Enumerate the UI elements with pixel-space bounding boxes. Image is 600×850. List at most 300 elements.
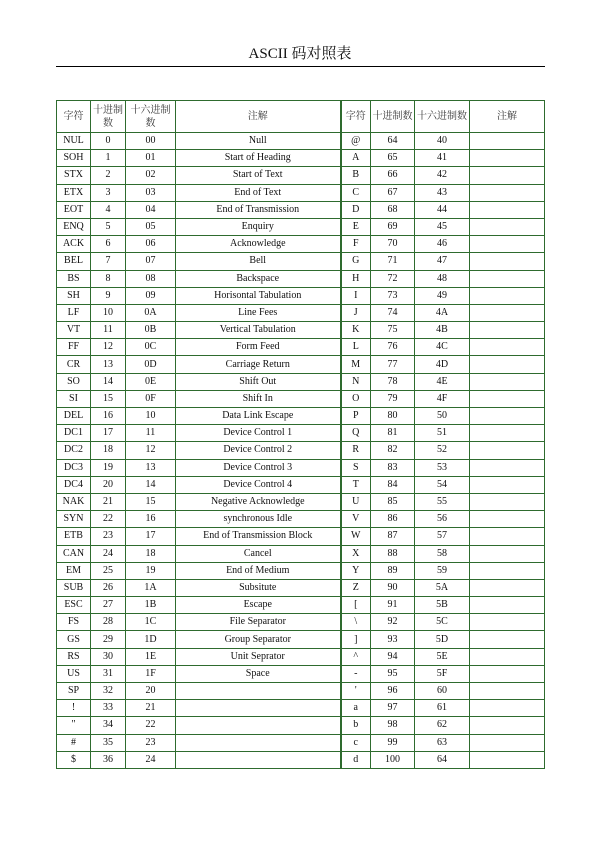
- cell-hex-2: 4B: [415, 322, 470, 339]
- cell-decimal: 22: [91, 511, 126, 528]
- cell-note: Group Separator: [176, 631, 341, 648]
- cell-char-2: S: [341, 459, 371, 476]
- table-row: [57, 442, 545, 459]
- cell-char: ENQ: [57, 218, 91, 235]
- cell-hex-2: 41: [415, 150, 470, 167]
- cell-char-2: F: [341, 236, 371, 253]
- cell-hex: 0A: [126, 304, 176, 321]
- title-divider: [56, 66, 545, 67]
- table-row: [57, 631, 545, 648]
- cell-hex: 0D: [126, 356, 176, 373]
- cell-hex-2: 57: [415, 528, 470, 545]
- cell-note: End of Transmission Block: [176, 528, 341, 545]
- table-row: [57, 322, 545, 339]
- cell-char-2: [: [341, 597, 371, 614]
- cell-decimal-2: 72: [371, 270, 415, 287]
- cell-hex: 12: [126, 442, 176, 459]
- cell-decimal-2: 78: [371, 373, 415, 390]
- cell-note-2: [470, 408, 545, 425]
- cell-decimal: 13: [91, 356, 126, 373]
- cell-decimal: 7: [91, 253, 126, 270]
- header-decimal-2: 十进制数: [371, 101, 415, 133]
- cell-note-2: [470, 304, 545, 321]
- cell-hex: 09: [126, 287, 176, 304]
- cell-char-2: a: [341, 700, 371, 717]
- cell-char: ": [57, 717, 91, 734]
- cell-hex-2: 5E: [415, 648, 470, 665]
- cell-note: Subsitute: [176, 579, 341, 596]
- cell-decimal-2: 93: [371, 631, 415, 648]
- cell-hex: 04: [126, 201, 176, 218]
- cell-char: DC3: [57, 459, 91, 476]
- cell-note: Enquiry: [176, 218, 341, 235]
- cell-hex: 07: [126, 253, 176, 270]
- cell-decimal: 5: [91, 218, 126, 235]
- cell-note-2: [470, 665, 545, 682]
- cell-note-2: [470, 734, 545, 751]
- cell-char-2: ^: [341, 648, 371, 665]
- cell-decimal: 21: [91, 493, 126, 510]
- cell-note-2: [470, 597, 545, 614]
- table-row: [57, 184, 545, 201]
- cell-note: End of Medium: [176, 562, 341, 579]
- cell-char-2: H: [341, 270, 371, 287]
- cell-decimal: 17: [91, 425, 126, 442]
- cell-hex: 19: [126, 562, 176, 579]
- table-row: [57, 304, 545, 321]
- cell-note-2: [470, 751, 545, 768]
- cell-hex-2: 63: [415, 734, 470, 751]
- cell-hex: 00: [126, 133, 176, 150]
- table-row: [57, 133, 545, 150]
- cell-note: Horisontal Tabulation: [176, 287, 341, 304]
- cell-hex: 1E: [126, 648, 176, 665]
- cell-char-2: C: [341, 184, 371, 201]
- cell-hex-2: 43: [415, 184, 470, 201]
- cell-char-2: d: [341, 751, 371, 768]
- cell-note-2: [470, 683, 545, 700]
- cell-decimal: 8: [91, 270, 126, 287]
- cell-hex: 03: [126, 184, 176, 201]
- table-row: [57, 408, 545, 425]
- cell-decimal-2: 87: [371, 528, 415, 545]
- table-row: [57, 614, 545, 631]
- table-row: [57, 425, 545, 442]
- cell-decimal: 27: [91, 597, 126, 614]
- cell-char-2: K: [341, 322, 371, 339]
- cell-decimal: 30: [91, 648, 126, 665]
- table-row: [57, 511, 545, 528]
- cell-hex-2: 46: [415, 236, 470, 253]
- cell-decimal-2: 67: [371, 184, 415, 201]
- cell-decimal-2: 66: [371, 167, 415, 184]
- cell-hex: 01: [126, 150, 176, 167]
- cell-hex-2: 52: [415, 442, 470, 459]
- cell-note-2: [470, 184, 545, 201]
- cell-note-2: [470, 150, 545, 167]
- table-row: [57, 493, 545, 510]
- cell-note: Cancel: [176, 545, 341, 562]
- table-row: [57, 356, 545, 373]
- cell-hex: 16: [126, 511, 176, 528]
- cell-char: EOT: [57, 201, 91, 218]
- cell-hex: 02: [126, 167, 176, 184]
- cell-decimal-2: 82: [371, 442, 415, 459]
- cell-hex: 1B: [126, 597, 176, 614]
- cell-char: LF: [57, 304, 91, 321]
- cell-decimal: 9: [91, 287, 126, 304]
- cell-hex: 1D: [126, 631, 176, 648]
- cell-char: STX: [57, 167, 91, 184]
- cell-hex-2: 49: [415, 287, 470, 304]
- cell-note-2: [470, 476, 545, 493]
- cell-hex: 14: [126, 476, 176, 493]
- cell-char-2: Z: [341, 579, 371, 596]
- cell-note-2: [470, 545, 545, 562]
- table-row: [57, 459, 545, 476]
- cell-hex: 17: [126, 528, 176, 545]
- cell-char: ACK: [57, 236, 91, 253]
- cell-note-2: [470, 270, 545, 287]
- cell-note-2: [470, 390, 545, 407]
- cell-hex: 0B: [126, 322, 176, 339]
- cell-hex-2: 4D: [415, 356, 470, 373]
- cell-hex: 08: [126, 270, 176, 287]
- cell-char: SI: [57, 390, 91, 407]
- cell-note-2: [470, 493, 545, 510]
- cell-char: NUL: [57, 133, 91, 150]
- cell-char: SP: [57, 683, 91, 700]
- cell-decimal-2: 71: [371, 253, 415, 270]
- header-note-2: 注解: [470, 101, 545, 133]
- cell-char: SUB: [57, 579, 91, 596]
- cell-decimal: 31: [91, 665, 126, 682]
- cell-decimal-2: 77: [371, 356, 415, 373]
- cell-hex-2: 54: [415, 476, 470, 493]
- table-body: [57, 133, 545, 769]
- cell-decimal-2: 96: [371, 683, 415, 700]
- cell-char: DC1: [57, 425, 91, 442]
- cell-decimal-2: 84: [371, 476, 415, 493]
- cell-decimal-2: 86: [371, 511, 415, 528]
- cell-hex-2: 48: [415, 270, 470, 287]
- cell-hex-2: 53: [415, 459, 470, 476]
- cell-char: FF: [57, 339, 91, 356]
- cell-hex-2: 44: [415, 201, 470, 218]
- cell-char: ETB: [57, 528, 91, 545]
- cell-note: Backspace: [176, 270, 341, 287]
- cell-decimal: 33: [91, 700, 126, 717]
- cell-hex-2: 4C: [415, 339, 470, 356]
- cell-char-2: @: [341, 133, 371, 150]
- cell-decimal-2: 94: [371, 648, 415, 665]
- cell-hex-2: 60: [415, 683, 470, 700]
- cell-char-2: E: [341, 218, 371, 235]
- cell-note: Acknowledge: [176, 236, 341, 253]
- cell-note: synchronous Idle: [176, 511, 341, 528]
- cell-hex-2: 40: [415, 133, 470, 150]
- cell-hex: 05: [126, 218, 176, 235]
- cell-char-2: J: [341, 304, 371, 321]
- cell-decimal-2: 91: [371, 597, 415, 614]
- cell-decimal-2: 97: [371, 700, 415, 717]
- cell-note-2: [470, 614, 545, 631]
- cell-decimal: 23: [91, 528, 126, 545]
- cell-note: Negative Acknowledge: [176, 493, 341, 510]
- cell-char-2: I: [341, 287, 371, 304]
- cell-decimal: 3: [91, 184, 126, 201]
- cell-hex: 0C: [126, 339, 176, 356]
- table-row: [57, 579, 545, 596]
- cell-decimal-2: 64: [371, 133, 415, 150]
- cell-char: FS: [57, 614, 91, 631]
- cell-char: ETX: [57, 184, 91, 201]
- cell-hex-2: 5D: [415, 631, 470, 648]
- cell-hex-2: 50: [415, 408, 470, 425]
- cell-decimal: 19: [91, 459, 126, 476]
- cell-char: US: [57, 665, 91, 682]
- cell-hex: 10: [126, 408, 176, 425]
- cell-char: GS: [57, 631, 91, 648]
- cell-decimal: 36: [91, 751, 126, 768]
- cell-note: [176, 700, 341, 717]
- cell-decimal-2: 95: [371, 665, 415, 682]
- cell-char: DC2: [57, 442, 91, 459]
- cell-note-2: [470, 562, 545, 579]
- cell-hex: 11: [126, 425, 176, 442]
- cell-char: DC4: [57, 476, 91, 493]
- cell-note-2: [470, 287, 545, 304]
- cell-char: DEL: [57, 408, 91, 425]
- cell-note: Device Control 4: [176, 476, 341, 493]
- cell-note: Shift Out: [176, 373, 341, 390]
- cell-note: Line Fees: [176, 304, 341, 321]
- cell-hex: 13: [126, 459, 176, 476]
- cell-hex-2: 4E: [415, 373, 470, 390]
- cell-note-2: [470, 133, 545, 150]
- cell-decimal: 25: [91, 562, 126, 579]
- cell-decimal-2: 92: [371, 614, 415, 631]
- table-row: [57, 528, 545, 545]
- table-row: [57, 167, 545, 184]
- table-header-row: [57, 101, 545, 133]
- cell-note-2: [470, 511, 545, 528]
- header-decimal: 十进制数: [91, 101, 126, 133]
- cell-char: SH: [57, 287, 91, 304]
- page-title: ASCII 码对照表: [248, 46, 352, 62]
- cell-note: Bell: [176, 253, 341, 270]
- cell-decimal-2: 80: [371, 408, 415, 425]
- cell-note-2: [470, 425, 545, 442]
- cell-hex-2: 64: [415, 751, 470, 768]
- cell-hex: 15: [126, 493, 176, 510]
- cell-note-2: [470, 339, 545, 356]
- cell-hex-2: 61: [415, 700, 470, 717]
- cell-char: SO: [57, 373, 91, 390]
- table-row: [57, 150, 545, 167]
- cell-note-2: [470, 236, 545, 253]
- cell-note: [176, 683, 341, 700]
- table-row: [57, 476, 545, 493]
- cell-char-2: U: [341, 493, 371, 510]
- cell-char-2: c: [341, 734, 371, 751]
- cell-char-2: T: [341, 476, 371, 493]
- cell-decimal: 35: [91, 734, 126, 751]
- cell-hex-2: 45: [415, 218, 470, 235]
- table-row: [57, 339, 545, 356]
- cell-decimal: 29: [91, 631, 126, 648]
- cell-note: Device Control 2: [176, 442, 341, 459]
- cell-note: Form Feed: [176, 339, 341, 356]
- cell-note-2: [470, 442, 545, 459]
- cell-note: [176, 751, 341, 768]
- table-row: [57, 665, 545, 682]
- cell-hex-2: 5C: [415, 614, 470, 631]
- cell-char-2: N: [341, 373, 371, 390]
- cell-char-2: P: [341, 408, 371, 425]
- cell-char: CAN: [57, 545, 91, 562]
- cell-note-2: [470, 528, 545, 545]
- cell-decimal-2: 81: [371, 425, 415, 442]
- cell-char: $: [57, 751, 91, 768]
- table-row: [57, 562, 545, 579]
- cell-note: End of Transmission: [176, 201, 341, 218]
- cell-char-2: ]: [341, 631, 371, 648]
- cell-note-2: [470, 356, 545, 373]
- cell-char: RS: [57, 648, 91, 665]
- cell-decimal: 12: [91, 339, 126, 356]
- cell-note-2: [470, 648, 545, 665]
- cell-char-2: D: [341, 201, 371, 218]
- cell-hex: 1C: [126, 614, 176, 631]
- cell-note-2: [470, 717, 545, 734]
- cell-decimal-2: 90: [371, 579, 415, 596]
- cell-decimal-2: 70: [371, 236, 415, 253]
- cell-hex: 21: [126, 700, 176, 717]
- cell-hex-2: 62: [415, 717, 470, 734]
- table-row: [57, 700, 545, 717]
- cell-char: ESC: [57, 597, 91, 614]
- cell-char-2: -: [341, 665, 371, 682]
- cell-char-2: L: [341, 339, 371, 356]
- cell-decimal: 20: [91, 476, 126, 493]
- cell-note: Space: [176, 665, 341, 682]
- cell-hex-2: 59: [415, 562, 470, 579]
- cell-note: Start of Text: [176, 167, 341, 184]
- cell-char-2: G: [341, 253, 371, 270]
- cell-note-2: [470, 700, 545, 717]
- table-row: [57, 734, 545, 751]
- header-note: 注解: [176, 101, 341, 133]
- header-hex-2: 十六进制数: [415, 101, 470, 133]
- cell-hex: 20: [126, 683, 176, 700]
- cell-note-2: [470, 253, 545, 270]
- cell-char: BS: [57, 270, 91, 287]
- cell-hex: 1F: [126, 665, 176, 682]
- cell-decimal-2: 76: [371, 339, 415, 356]
- cell-hex-2: 55: [415, 493, 470, 510]
- cell-decimal: 34: [91, 717, 126, 734]
- cell-char-2: A: [341, 150, 371, 167]
- cell-decimal-2: 85: [371, 493, 415, 510]
- cell-note-2: [470, 218, 545, 235]
- table-row: [57, 253, 545, 270]
- table-row: [57, 218, 545, 235]
- cell-hex: 0E: [126, 373, 176, 390]
- table-row: [57, 236, 545, 253]
- table-row: [57, 287, 545, 304]
- header-char: 字符: [57, 101, 91, 133]
- cell-decimal: 11: [91, 322, 126, 339]
- cell-decimal: 4: [91, 201, 126, 218]
- cell-hex-2: 47: [415, 253, 470, 270]
- cell-note-2: [470, 579, 545, 596]
- cell-char: #: [57, 734, 91, 751]
- cell-char-2: Q: [341, 425, 371, 442]
- cell-hex-2: 56: [415, 511, 470, 528]
- table-row: [57, 751, 545, 768]
- cell-decimal-2: 99: [371, 734, 415, 751]
- cell-decimal-2: 88: [371, 545, 415, 562]
- cell-char: SYN: [57, 511, 91, 528]
- cell-note: [176, 734, 341, 751]
- cell-decimal: 10: [91, 304, 126, 321]
- cell-char-2: R: [341, 442, 371, 459]
- cell-char: EM: [57, 562, 91, 579]
- cell-decimal: 32: [91, 683, 126, 700]
- cell-decimal: 16: [91, 408, 126, 425]
- cell-note-2: [470, 322, 545, 339]
- table-row: [57, 373, 545, 390]
- cell-decimal-2: 65: [371, 150, 415, 167]
- cell-note: Vertical Tabulation: [176, 322, 341, 339]
- cell-char-2: M: [341, 356, 371, 373]
- cell-hex: 23: [126, 734, 176, 751]
- cell-decimal: 15: [91, 390, 126, 407]
- cell-note: Escape: [176, 597, 341, 614]
- cell-char: VT: [57, 322, 91, 339]
- table-row: [57, 201, 545, 218]
- cell-char: CR: [57, 356, 91, 373]
- cell-char-2: X: [341, 545, 371, 562]
- cell-note: Data Link Escape: [176, 408, 341, 425]
- cell-decimal: 14: [91, 373, 126, 390]
- table-row: [57, 717, 545, 734]
- cell-char: NAK: [57, 493, 91, 510]
- table-row: [57, 683, 545, 700]
- cell-note-2: [470, 373, 545, 390]
- table-row: [57, 597, 545, 614]
- cell-note: Null: [176, 133, 341, 150]
- cell-char-2: W: [341, 528, 371, 545]
- header-char-2: 字符: [341, 101, 371, 133]
- cell-decimal-2: 83: [371, 459, 415, 476]
- cell-char: !: [57, 700, 91, 717]
- table-row: [57, 648, 545, 665]
- cell-hex-2: 5A: [415, 579, 470, 596]
- cell-hex-2: 4F: [415, 390, 470, 407]
- cell-decimal-2: 89: [371, 562, 415, 579]
- cell-hex-2: 5B: [415, 597, 470, 614]
- ascii-table: [56, 100, 545, 769]
- cell-decimal-2: 79: [371, 390, 415, 407]
- cell-char-2: V: [341, 511, 371, 528]
- cell-note: Carriage Return: [176, 356, 341, 373]
- cell-decimal: 28: [91, 614, 126, 631]
- cell-decimal: 0: [91, 133, 126, 150]
- cell-hex: 1A: [126, 579, 176, 596]
- cell-decimal: 24: [91, 545, 126, 562]
